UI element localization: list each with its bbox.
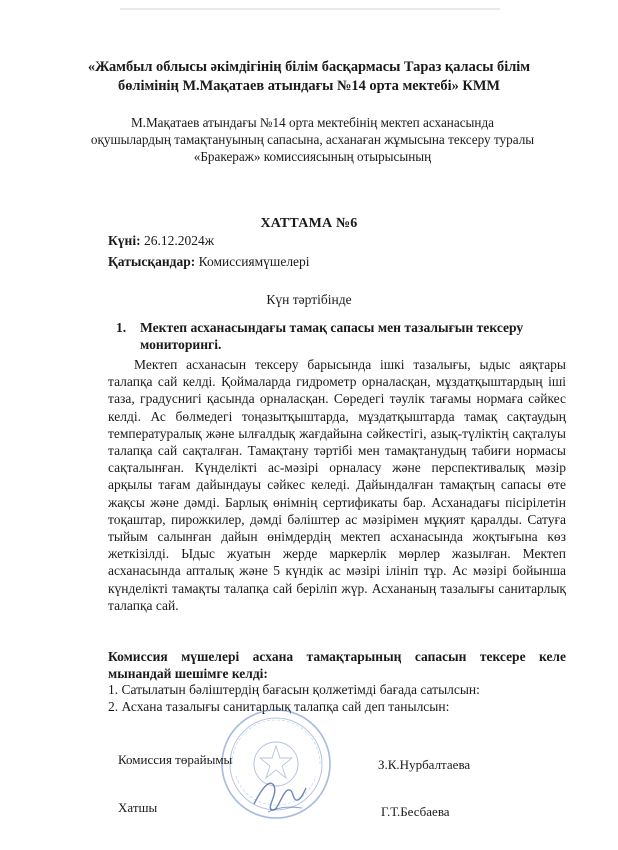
scan-artifact-line bbox=[120, 8, 500, 10]
organization-header: «Жамбыл облысы әкімдігінің білім басқармасы Тараз қаласы білім бөлімінің М.Мақатаев атындағы №14 орта мектебі» КММ bbox=[87, 59, 531, 94]
date-label: Күні: bbox=[108, 233, 141, 248]
protocol-title: ХАТТАМА №6 bbox=[260, 216, 358, 231]
secretary-name: Г.Т.Бесбаева bbox=[381, 804, 450, 819]
agenda-item-number: 1. bbox=[116, 320, 127, 335]
participants-value: Комиссиямүшелері bbox=[198, 254, 310, 269]
meeting-subject: М.Мақатаев атындағы №14 орта мектебінің мектеп асханасында оқушылардың тамақтануының сапасына, асханаған жұмысына тексеру туралы «Бракераж» комиссиясының отырысының bbox=[90, 115, 535, 164]
handwritten-signature bbox=[248, 768, 308, 818]
date-value: 26.12.2024ж bbox=[143, 233, 215, 248]
participants-label: Қатысқандар: bbox=[108, 254, 196, 269]
decision-item: 2. Асхана тазалығы санитарлық талапқа сай деп танылсын: bbox=[108, 699, 450, 714]
agenda-item-heading bbox=[108, 319, 528, 353]
inspection-findings: Мектеп асханасын тексеру барысында ішкі тазалығы, ыдыс аяқтары талапқа сай келді. Қоймаларда гидрометр орналасқан, мұздатқыштардың іші таза, градуснигі қасында орналасқан. Сөредегі тәулік тағамы нормаға сәйкес келді. Ас бөлмедегі тоңазытқыштарда, мұздатқыштарда тамақ сақтаудың температуралық және ылғалдық жағдайына сәйкестігі, азық-түліктің сақталуы талапқа сай сақталған. Тамақтану тәртібі мен тамақтанудың табиғи нормасы сақталынған. Күнделікті ас-мәзірі орналасу және перспективалық мәзір арқылы тағам дайындауы сәйкес келеді. Дайындалған тамақтың сапасы өте жақсы және дәмді. Барлық өнімнің сертификаты бар. Асханадағы пісірілетін тоқаштар, пирожкилер, дәмді бәліштер ас мәзірімен мұқият қаралды. Сатуға тыйым салынған дайын өнімдердің мектеп асханасында жоқтығына көз жеткізілді. Ыдыс жуатын жерде маркерлік мөрлер жазылған. Мектеп асханасында апталық және 5 күндік ас мәзірі ілініп тұр. Ас мәзірі бойынша күнделікті тамақты талапқа сай беріліп жүр. Асхананың тазалығы санитарлық талапқа сай. bbox=[108, 357, 566, 613]
chair-name: З.К.Нурбалтаева bbox=[378, 757, 471, 772]
chair-label: Комиссия төрайымы bbox=[118, 752, 233, 767]
secretary-label: Хатшы bbox=[118, 800, 158, 815]
agenda-item-title: Мектеп асханасындағы тамақ сапасы мен тазалығын тексеру мониторингі. bbox=[140, 320, 524, 352]
protocol-date bbox=[108, 233, 214, 249]
decision-item: 1. Сатылатын бәліштердің бағасын қолжетімді бағада сатылсын: bbox=[108, 682, 480, 697]
participants bbox=[108, 254, 310, 270]
decision-heading: Комиссия мүшелері асхана тамақтарының сапасын тексере келе мынандай шешімге келді: bbox=[108, 649, 566, 682]
agenda-heading: Күн тәртібінде bbox=[266, 292, 352, 307]
